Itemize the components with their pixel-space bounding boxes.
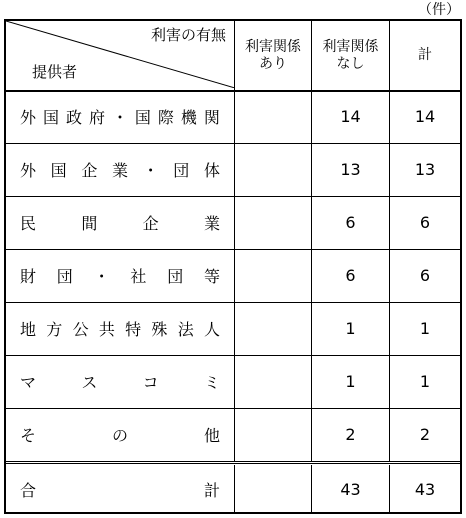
table-row xyxy=(6,302,460,356)
header-interest-no xyxy=(312,21,390,90)
table-row xyxy=(6,355,460,409)
provider-label: そ の 他 xyxy=(20,426,220,445)
interest-no-cell: 6 xyxy=(312,249,390,302)
provider-cell xyxy=(6,408,235,461)
total-cell: 14 xyxy=(414,107,436,126)
provider-label: 財 団 ・ 社 団 等 xyxy=(20,267,220,286)
provider-cell xyxy=(6,249,235,302)
interest-yes-cell xyxy=(235,143,312,196)
header-interest-yes-line2: あり xyxy=(259,55,287,72)
header-interest-no-line1: 利害関係 xyxy=(322,38,379,55)
header-total: 計 xyxy=(418,47,432,63)
interest-yes-cell xyxy=(235,408,312,461)
total-cell: 1 xyxy=(419,372,431,391)
provider-cell xyxy=(6,143,235,196)
data-table xyxy=(4,19,462,514)
table-row xyxy=(6,408,460,464)
table-header xyxy=(6,21,460,92)
total-cell: 1 xyxy=(419,319,431,338)
header-interest-no-line2: なし xyxy=(336,55,365,72)
table-row xyxy=(6,196,460,250)
unit-label: （件） xyxy=(418,2,460,18)
header-presence-label: 利害の有無 xyxy=(150,26,226,44)
interest-no-cell: 1 xyxy=(312,355,390,408)
table-row xyxy=(6,90,460,144)
interest-yes-cell xyxy=(235,249,312,302)
provider-cell xyxy=(6,90,235,143)
table-row xyxy=(6,143,460,197)
provider-label: 民 間 企 業 xyxy=(20,214,220,233)
provider-label: マ ス コ ミ xyxy=(20,373,220,392)
header-interest-yes-line1: 利害関係 xyxy=(245,38,301,55)
header-provider-label: 提供者 xyxy=(32,63,78,81)
interest-yes-cell xyxy=(235,302,312,355)
total-cell: 43 xyxy=(414,480,436,499)
interest-yes-cell xyxy=(235,355,312,408)
provider-label: 外 国 政 府 ・ 国 際 機 関 xyxy=(20,108,220,127)
provider-label: 地 方 公 共 特 殊 法 人 xyxy=(20,320,220,339)
interest-no-cell: 2 xyxy=(312,408,390,461)
interest-no-cell: 13 xyxy=(312,143,390,196)
provider-label: 合 計 xyxy=(20,481,220,500)
header-interest-yes xyxy=(235,21,312,90)
total-cell: 2 xyxy=(419,425,431,444)
interest-yes-cell xyxy=(235,196,312,249)
total-row xyxy=(6,465,460,514)
provider-label: 外 国 企 業 ・ 団 体 xyxy=(20,161,220,180)
interest-yes-cell xyxy=(235,90,312,143)
diagonal-header-cell xyxy=(6,21,235,90)
total-cell: 6 xyxy=(419,213,431,232)
table-row xyxy=(6,249,460,303)
interest-no-cell: 1 xyxy=(312,302,390,355)
provider-cell xyxy=(6,196,235,249)
interest-yes-cell xyxy=(235,465,312,514)
provider-cell xyxy=(6,355,235,408)
interest-no-cell: 6 xyxy=(312,196,390,249)
interest-no-cell: 14 xyxy=(312,90,390,143)
total-cell: 6 xyxy=(419,266,431,285)
interest-no-cell: 43 xyxy=(312,465,390,514)
total-cell: 13 xyxy=(414,160,436,179)
provider-cell xyxy=(6,465,235,514)
provider-cell xyxy=(6,302,235,355)
